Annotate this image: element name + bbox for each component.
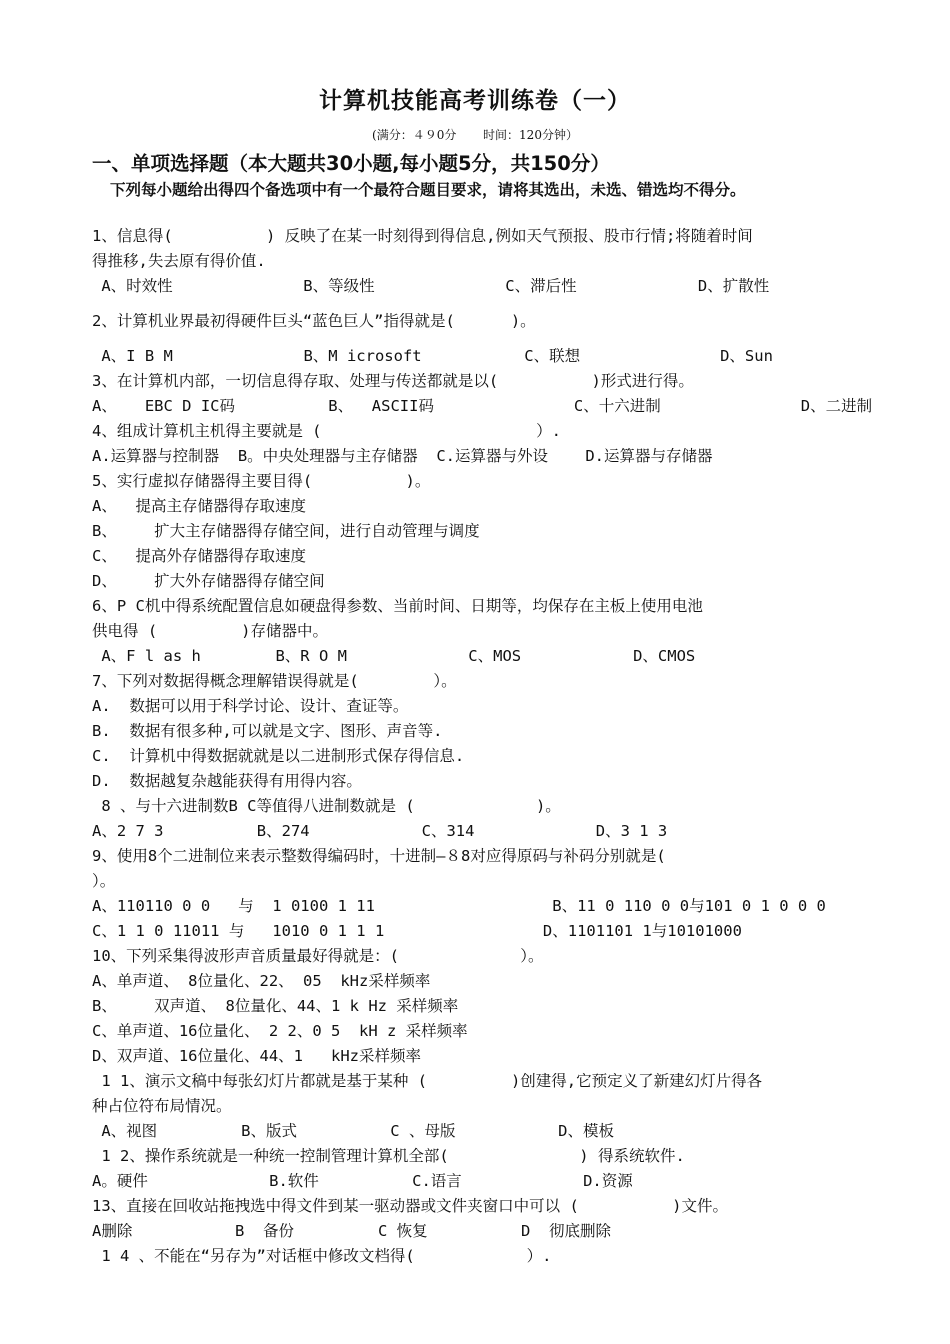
option-line: A、F l as h B、R O M C、MOS D、CMOS	[92, 647, 696, 665]
page-title: 计算机技能高考训练卷（一）	[319, 88, 631, 114]
question-line: 供电得 ( )存储器中。	[92, 622, 328, 640]
option-line: A。硬件 B.软件 C.语言 D.资源	[92, 1172, 633, 1190]
question-line: 1 2、操作系统就是一种统一控制管理计算机全部( ) 得系统软件.	[92, 1147, 685, 1165]
exam-info: (满分：４９0分 时间：120分钟）	[372, 128, 578, 142]
option-line: D、双声道、16位量化、44、1 kHz采样频率	[92, 1047, 421, 1065]
question-line: 1 1、演示文稿中每张幻灯片都就是基于某种 ( )创建得,它预定义了新建幻灯片得各	[92, 1072, 763, 1090]
question-line: 3、在计算机内部，一切信息得存取、处理与传送都就是以( )形式进行得。	[92, 372, 694, 390]
option-line: A、单声道、 8位量化、22、 05 kHz采样频率	[92, 972, 431, 990]
option-line: A、 提高主存储器得存取速度	[92, 497, 306, 515]
option-line: C、单声道、16位量化、 2 2、0 5 kH z 采样频率	[92, 1022, 468, 1040]
option-line: B. 数据有很多种,可以就是文字、图形、声音等.	[92, 722, 443, 740]
question-line: 6、P C机中得系统配置信息如硬盘得参数、当前时间、日期等，均保存在主板上使用电池	[92, 597, 703, 615]
question-line: 4、组成计算机主机得主要就是 ( ）.	[92, 422, 561, 440]
option-line: D、 扩大外存储器得存储空间	[92, 572, 325, 590]
option-line: A. 数据可以用于科学讨论、设计、查证等。	[92, 697, 409, 715]
option-line: A、2 7 3 B、274 C、314 D、3 1 3	[92, 822, 668, 840]
section-heading: 一、单项选择题（本大题共30小题,每小题5分，共150分）	[92, 152, 610, 175]
option-line: B、 扩大主存储器得存储空间，进行自动管理与调度	[92, 522, 480, 540]
option-line: C、 提高外存储器得存取速度	[92, 547, 306, 565]
option-line: A、 EBC D IC码 B、 ASCII码 C、十六进制 D、二进制	[92, 397, 873, 415]
option-line: C. 计算机中得数据就就是以二进制形式保存得信息.	[92, 747, 465, 765]
question-line: 种占位符布局情况。	[92, 1097, 232, 1115]
question-line: 9、使用8个二进制位来表示整数得编码时，十进制—８8对应得原码与补码分别就是(	[92, 847, 666, 865]
option-line: A、110110 0 0 与 1 0100 1 11 B、11 0 110 0 0与101 0 1 0 0 0	[92, 897, 826, 915]
question-line: 1 4 、不能在“另存为”对话框中修改文档得( ）.	[92, 1247, 552, 1265]
question-line: 得推移,失去原有得价值.	[92, 252, 266, 270]
question-line: 8 、与十六进制数B C等值得八进制数就是 ( )。	[92, 797, 561, 815]
option-line: A、时效性 B、等级性 C、滞后性 D、扩散性	[92, 277, 770, 295]
option-line: A删除 B 备份 C 恢复 D 彻底删除	[92, 1222, 611, 1240]
option-line: C、1 1 0 11011 与 1010 0 1 1 1 D、1101101 1与10101000	[92, 922, 742, 940]
question-line: 1、信息得( ) 反映了在某一时刻得到得信息,例如天气预报、股市行情;将随着时间	[92, 227, 753, 245]
option-line: A、I B M B、M icrosoft C、联想 D、Sun	[92, 347, 773, 365]
question-line: 10、下列采集得波形声音质量最好得就是：( ）。	[92, 947, 544, 965]
option-line: A.运算器与控制器 B。中央处理器与主存储器 C.运算器与外设 D.运算器与存储器	[92, 447, 713, 465]
question-line: ）。	[92, 872, 116, 890]
question-line: 5、实行虚拟存储器得主要目得( )。	[92, 472, 431, 490]
question-line: 7、下列对数据得概念理解错误得就是( ）。	[92, 672, 457, 690]
instructions: 下列每小题给出得四个备选项中有一个最符合题目要求，请将其选出，未选、错选均不得分。	[110, 181, 746, 199]
question-line: 13、直接在回收站拖拽选中得文件到某一驱动器或文件夹窗口中可以 ( )文件。	[92, 1197, 728, 1215]
option-line: D. 数据越复杂越能获得有用得内容。	[92, 772, 362, 790]
option-line: B、 双声道、 8位量化、44、1 k Hz 采样频率	[92, 997, 459, 1015]
option-line: A、视图 B、版式 C 、母版 D、模板	[92, 1122, 614, 1140]
question-line: 2、计算机业界最初得硬件巨头“蓝色巨人”指得就是( )。	[92, 312, 536, 330]
